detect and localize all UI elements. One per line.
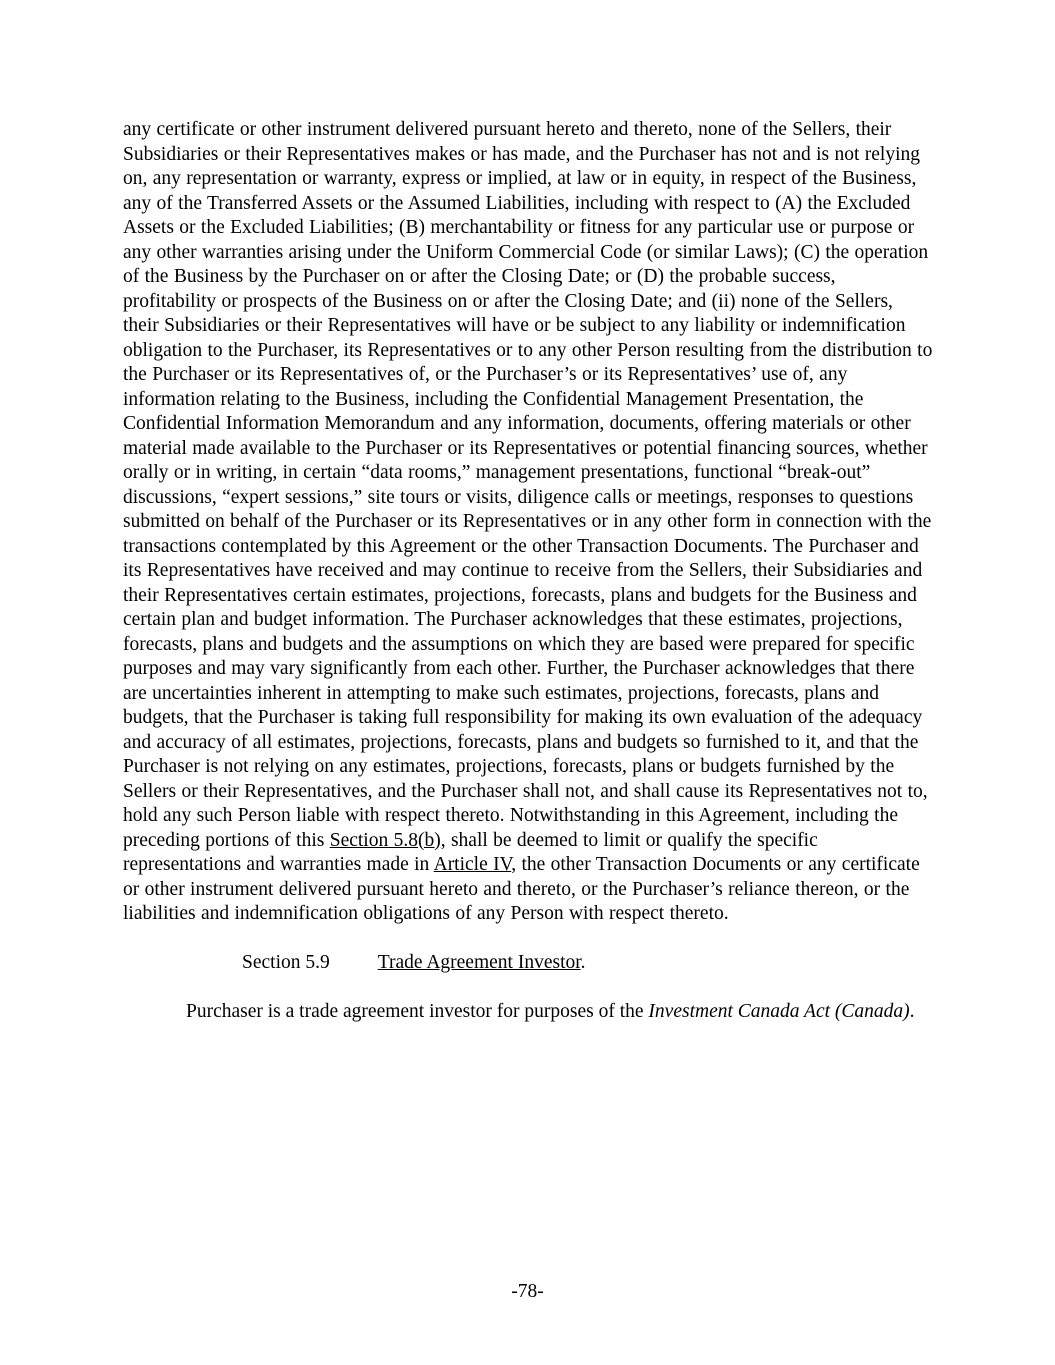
body-paragraph: any certificate or other instrument delivered pursuant hereto and thereto, none of the Sellers, their Subsidiaries or their Representatives makes or has made, and the Purchaser has not and is not relying on, any representation or warranty, express or implied, at law or in equity, in respect of the Business, any of the Transferred Assets or the Assumed Liabilities, including with respect to (A) the Excluded Assets or the Excluded Liabilities; (B) merchantability or fitness for any particular use or purpose or any other warranties arising under the Uniform Commercial Code (or similar Laws); (C) the operation of the Business by the Purchaser on or after the Closing Date; or (D) the probable success, profitability or prospects of the Business on or after the Closing Date; and (ii) none of the Sellers, their Subsidiaries or their Representatives will have or be subject to any liability or indemnification obligation to the Purchaser, its Representatives or to any other Person resulting from the distribution to the Purchaser or its Representatives of, or the Purchaser’s or its Representatives’ use of, any information relating to the Business, including the Confidential Management Presentation, the Confidential Information Memorandum and any information, documents, offering materials or other material made available to the Purchaser or its Representatives or potential financing sources, whether orally or in writing, in certain “data rooms,” management presentations, functional “break-out” discussions, “expert sessions,” site tours or visits, diligence calls or meetings, responses to questions submitted on behalf of the Purchaser or its Representatives or in any other form in connection with the transactions contemplated by this Agreement or the other Transaction Documents. The Purchaser and its Representatives have received and may continue to receive from the Sellers, their Subsidiaries and their Representatives certain estimates, projections, forecasts, plans and budgets for the Business and certain plan and budget information. The Purchaser acknowledges that these estimates, projections, forecasts, plans and budgets and the assumptions on which they are based were prepared for specific purposes and may vary significantly from each other. Further, the Purchaser acknowledges that there are uncertainties inherent in attempting to make such estimates, projections, forecasts, plans and budgets, that the Purchaser is taking full responsibility for making its own evaluation of the adequacy and accuracy of all estimates, projections, forecasts, plans and budgets so furnished to it, and that the Purchaser is not relying on any estimates, projections, forecasts, plans or budgets furnished by the Sellers or their Representatives, and the Purchaser shall not, and shall cause its Representatives not to, hold any such Person liable with respect thereto. Notwithstanding in this Agreement, including the preceding portions of this Section 5.8(b), shall be deemed to limit or qualify the specific representations and warranties made in Article IV, the other Transaction Documents or any certificate or other instrument delivered pursuant hereto and thereto, or the Purchaser’s reliance thereon, or the liabilities and indemnification obligations of any Person with respect thereto. bbox=[123, 119, 933, 924]
page-content bbox=[123, 118, 933, 1025]
section-heading bbox=[123, 951, 933, 976]
section-title-period: . bbox=[580, 952, 586, 973]
page-number: -78- bbox=[511, 1281, 544, 1302]
section-title: Trade Agreement Investor bbox=[377, 952, 581, 973]
section-number: Section 5.9 bbox=[242, 952, 330, 973]
closing-paragraph: Purchaser is a trade agreement investor for purposes of the Investment Canada Act (Canada). bbox=[186, 1001, 915, 1022]
